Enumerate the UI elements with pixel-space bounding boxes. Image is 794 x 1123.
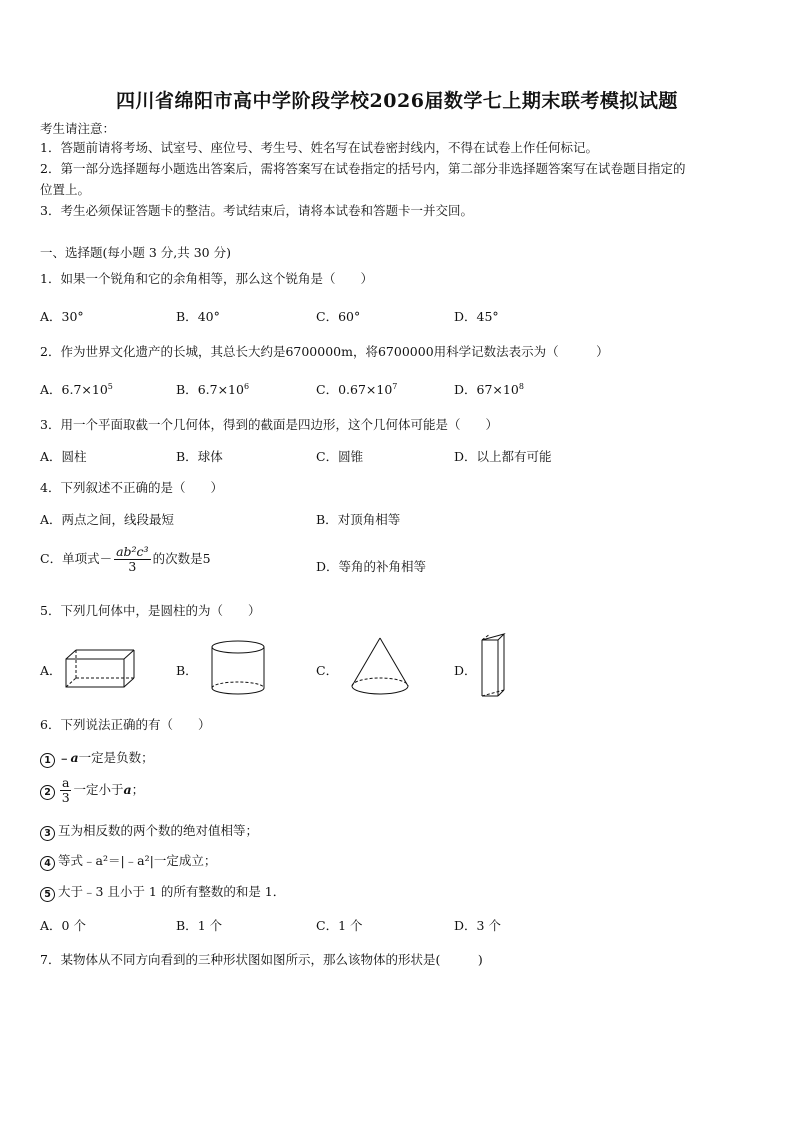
q3-option-c: C．圆锥 [316, 449, 364, 464]
q2-option-a: A．$6.7\times 10^5$ [40, 382, 113, 397]
triangular-prism-figure [478, 630, 508, 702]
question-5-stem: 5．下列几何体中，是圆柱的为（ ） [40, 603, 261, 618]
notice-heading: 考生请注意： [40, 121, 116, 136]
q3-option-b: B．球体 [176, 449, 223, 464]
q4-option-a: A．两点之间，线段最短 [40, 512, 175, 527]
question-1-stem: 1．如果一个锐角和它的余角相等，那么这个锐角是（ ） [40, 271, 373, 286]
cylinder-figure [208, 638, 268, 698]
q3-option-a: A．圆柱 [40, 449, 87, 464]
statement-4: 4 等式﹣a²＝|﹣a²|一定成立； [40, 852, 216, 871]
q5-option-a-label: A． [40, 663, 62, 678]
question-6-stem: 6．下列说法正确的有（ ） [40, 717, 211, 732]
q2-option-c: C．$0.67\times 10^7$ [316, 382, 398, 397]
q1-option-a: A．30° [40, 309, 84, 324]
section-heading: 一、选择题(每小题 3 分,共 30 分) [40, 245, 231, 260]
q2-option-d: D．$67\times 10^8$ [454, 382, 524, 397]
fraction: $\frac{a}{3}$ [61, 775, 70, 805]
question-7-stem: 7．某物体从不同方向看到的三种形状图如图所示，那么该物体的形状是( ) [40, 952, 483, 967]
q3-option-d: D．以上都有可能 [454, 449, 552, 464]
q4-option-b: B．对顶角相等 [316, 512, 401, 527]
cone-figure [348, 634, 412, 698]
q6-option-b: B．1 个 [176, 918, 223, 933]
statement-5: 5 大于﹣3 且小于 1 的所有整数的和是 1． [40, 883, 285, 902]
statement-2: 2 $\frac{a}{3}$ 一定小于a； [40, 776, 144, 805]
q4-option-c: C．单项式－ $\frac{\text{ab²c³}}{3}$ 的次数是5 [40, 544, 211, 574]
cuboid-figure [64, 647, 138, 691]
notice-item-2: 2．第一部分选择题每小题选出答案后，需将答案写在试卷指定的括号内，第二部分非选择题答案写在试卷题目指定的 [40, 161, 686, 176]
page-title: 四川省绵阳市高中学阶段学校2026届数学七上期末联考模拟试题 [116, 90, 678, 112]
q5-option-b-label: B． [176, 663, 198, 678]
q1-option-d: D．45° [454, 309, 499, 324]
q4-option-d: D．等角的补角相等 [316, 559, 427, 574]
notice-item-2-cont: 位置上。 [40, 182, 91, 197]
statement-1: 1 ﹣a一定是负数； [40, 749, 154, 768]
question-3-stem: 3．用一个平面取截一个几何体，得到的截面是四边形，这个几何体可能是（ ） [40, 417, 498, 432]
q5-option-c-label: C． [316, 663, 339, 678]
q1-option-b: B．40° [176, 309, 220, 324]
circled-number-1: 1 [40, 753, 55, 768]
q2-option-b: B．$6.7\times 10^6$ [176, 382, 250, 397]
circled-number-5: 5 [40, 887, 55, 902]
fraction: $\frac{\text{ab²c³}}{3}$ [116, 544, 149, 574]
q6-option-d: D．3 个 [454, 918, 501, 933]
q5-option-d-label: D． [454, 663, 477, 678]
q1-option-c: C．60° [316, 309, 361, 324]
circled-number-4: 4 [40, 856, 55, 871]
q6-option-c: C．1 个 [316, 918, 363, 933]
question-4-stem: 4．下列叙述不正确的是（ ） [40, 480, 223, 495]
statement-3: 3 互为相反数的两个数的绝对值相等； [40, 822, 258, 841]
q6-option-a: A．0 个 [40, 918, 86, 933]
notice-item-3: 3．考生必须保证答题卡的整洁。考试结束后，请将本试卷和答题卡一并交回。 [40, 203, 473, 218]
circled-number-3: 3 [40, 826, 55, 841]
notice-item-1: 1．答题前请将考场、试室号、座位号、考生号、姓名写在试卷密封线内，不得在试卷上作任何标记。 [40, 140, 598, 155]
question-2-stem: 2．作为世界文化遗产的长城，其总长大约是6700000m，将6700000用科学记数法表示为（ ） [40, 344, 609, 359]
circled-number-2: 2 [40, 785, 55, 800]
